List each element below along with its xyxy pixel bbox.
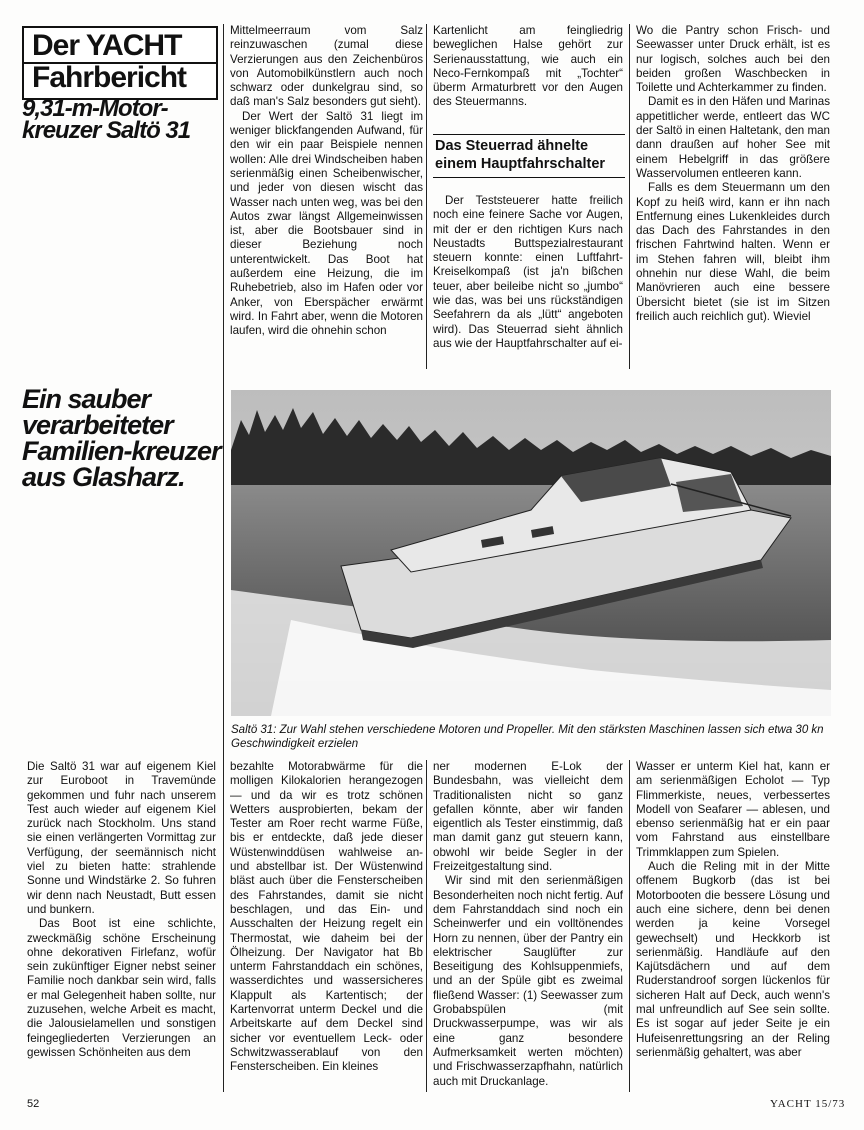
issue-label: YACHT 15/73 xyxy=(770,1098,846,1110)
column-divider xyxy=(223,24,224,1092)
column-divider xyxy=(629,24,630,369)
paragraph: Kartenlicht am feingliedrig beweglichen Halse gehört zur Serienausstattung, wie auch ein Neco-Fernkompaß mit „Tochter“ überm Armaturbrett vor den Augen des Steuermanns. xyxy=(433,24,623,109)
page-number: 52 xyxy=(27,1098,40,1110)
motorboat-illustration xyxy=(231,390,831,716)
masthead-title: Der YACHT xyxy=(32,29,182,62)
paragraph: Falls es dem Steuermann um den Kopf zu heiß wird, kann er ihn nach Entfernung eines Lukenkleides durch das Dach des Fahrstandes in den frischen Fahrtwind halten. Wenn er im Stehen fahren will, bleibt ihm ohnehin nur diese Wahl, die beim Manövrieren auch eine bessere Übersicht bietet (sie ist im Sitzen freilich auch reichlich gut). Wieviel xyxy=(636,181,830,323)
paragraph: Das Boot ist eine schlichte, zweckmäßig schöne Erscheinung ohne dekorativen Firlefanz, wofür sein zukünftiger Eigner nebst seiner Familie noch dankbar sein wird, falls er mal Gelegenheit haben sollte, nur zuzusehen, welche Arbeit es macht, die Jalousielamellen und sonstigen feingegliederten Verzierungen an gewissen Schönheiten aus dem xyxy=(27,917,216,1059)
column-4-top xyxy=(636,24,830,324)
paragraph: Die Saltö 31 war auf eigenem Kiel zur Euroboot in Travemünde gekommen und fuhr nach unserem Test auch wieder auf eigenem Kiel zurück nach Stockholm. Uns stand sie einen verlängerten Vormittag zur Verfügung, der seemännisch nicht viel zu bieten hatte: strahlende Sonne und Windstärke 2. So fuhren wir denn nach Neustadt, Butt essen und bunkern. xyxy=(27,760,216,916)
paragraph: Der Wert der Saltö 31 liegt im weniger blickfangenden Aufwand, für den wir ein paar Beispiele nennen wollen: Alle drei Windscheiben haben serienmäßig einen Scheibenwischer, und jeder von diesen wischt das Wasser nach unten weg, was bei den Autos zwar längst Allgemeinwissen ist, aber die Bootsbauer sind in dieser Beziehung noch unterentwickelt. Das Boot hat außerdem eine Heizung, die im Ruhebetrieb, also im Hafen oder vor Anker, von Eberspächer erwärmt wird. In Fahrt aber, wenn die Motoren laufen, wird die ohnehin schon xyxy=(230,109,423,338)
boat-photo xyxy=(231,390,831,716)
column-3-top-cont xyxy=(433,194,623,351)
column-2-bottom xyxy=(230,760,423,1075)
paragraph: bezahlte Motorabwärme für die molligen Kilokalorien herangezogen — und da wir es trotz schönen Wetters ausprobierten, bekam der Tester am Roer recht warme Füße, bis er entdeckte, daß jede dieser Wüstenwinddüsen wahlweise an- und abstellbar ist. Der Wüstenwind bläst auch über die Fensterscheiben des Fahrstandes, damit sie nicht beschlagen, und das Ein- und Ausschalten der Heizung regelt ein Thermostat, wie daheim bei der Ölheizung. Der Navigator hat Bb unterm Fahrstanddach ein schönes, wasserdichtes und wassersicheres Klappult als Kartentisch; der Kartenvorrat unterm Deckel und die Arbeitskarte auf dem Deckel sind sicher vor eventuellem Leck- oder Schwitzwasserablauf von den Fensterscheiben. Ein kleines xyxy=(230,760,423,1074)
paragraph: Wir sind mit den serienmäßigen Besonderheiten noch nicht fertig. Auf dem Fahrstanddach sind noch ein Scheinwerfer und ein volltönendes Horn zu nennen, über der Pantry ein elektrischer Sauglüfter zur Beseitigung des Kohlsuppenmiefs, und an der Spüle gibt es zweimal fließend Wasser: (1) Seewasser zum Grobabspülen (mit Druckwasserpumpe, was wir als eine ganz besondere Aufmerksamkeit werten möchten) und Frischwasserzapfhahn, natürlich auch mit Druckanlage. xyxy=(433,874,623,1088)
masthead-box xyxy=(22,26,218,100)
column-2-top xyxy=(230,24,423,339)
photo-caption: Saltö 31: Zur Wahl stehen verschiedene Motoren und Propeller. Mit den stärksten Maschinen lassen sich etwa 30 kn Geschwindigkeit erzielen xyxy=(231,724,824,750)
paragraph: Damit es in den Häfen und Marinas appetitlicher werde, entleert das WC der Saltö in einen Haltetank, den man dann draußen auf hoher See mit einem Hebelgriff in das größere Wasservolumen entleeren kann. xyxy=(636,95,830,180)
column-3-top xyxy=(433,24,623,110)
paragraph: Mittelmeerraum vom Salz reinzuwaschen (zumal diese Verzierungen aus den Zeichenbüros von Automobilkünstlern auch noch schwarz oder dunkelgrau sind, so daß man's Salz besonders gut sieht). xyxy=(230,24,423,109)
article-subtitle: 9,31-m-Motor-kreuzer Saltö 31 xyxy=(22,95,191,144)
paragraph: Auch die Reling mit in der Mitte offenem Bugkorb (das ist bei Motorbooten die bessere Lösung und auch eine sichere, denn bei denen werden ja keine Vorsegel gewechselt) und Heckkorb ist serienmäßig. Handläufe auf den Kajütsdächern und auf dem Ruderstandroof sorgen lückenlos für sicheren Halt auf Deck, auch wenn's mal unfreundlich auf See sein sollte. Es ist sogar auf jeder Seite je ein Hufeisenrettungsring an der Reling serienmäßig gehaltert, was aber xyxy=(636,860,830,1059)
section-subhead: Das Steuerrad ähnelte einem Hauptfahrschalter xyxy=(433,134,625,178)
column-4-bottom xyxy=(636,760,830,1060)
column-divider xyxy=(629,760,630,1092)
paragraph: Der Teststeuerer hatte freilich noch eine feinere Sache vor Augen, mit der er den richtigen Kurs nach Neustadts Buttspezialrestaurant steuern konnte: einen Luftfahrt-Kreiselkompaß (ist ja'n bißchen teuer, aber beileibe nicht so „jumbo“ wie das, was bei uns rückständigen Seefahrern da als „lütt“ angeboten wird). Das Steuerrad sieht ähnlich aus wie der Hauptfahrschalter auf ei- xyxy=(433,194,623,350)
column-3-bottom xyxy=(433,760,623,1089)
column-1-bottom xyxy=(27,760,216,1060)
article-headline: Ein sauber verarbeiteter Familien-kreuzer aus Glasharz. xyxy=(22,384,221,492)
column-divider xyxy=(426,760,427,1092)
paragraph: Wo die Pantry schon Frisch- und Seewasser unter Druck erhält, ist es nur logisch, solches auch bei den beiden großen Waschbecken in Toilette und Achterkammer zu finden. xyxy=(636,24,830,95)
paragraph: Wasser er unterm Kiel hat, kann er am serienmäßigen Echolot — Typ Flimmerkiste, neues, verbessertes Modell von Seafarer — ablesen, und ebenso serienmäßig hat er ein paar vom Fahrstand aus einstellbare Trimmklappen zum Spielen. xyxy=(636,760,830,859)
column-divider xyxy=(426,24,427,369)
paragraph: ner modernen E-Lok der Bundesbahn, was vielleicht dem Traditionalisten nicht so ganz gefallen könnte, aber wir fanden eigentlich als Tester einstimmig, daß man damit ganz gut steuern kann, obwohl wir beide Segler in der Freizeitgestaltung sind. xyxy=(433,760,623,874)
masthead-subtitle: Fahrbericht xyxy=(32,61,187,94)
